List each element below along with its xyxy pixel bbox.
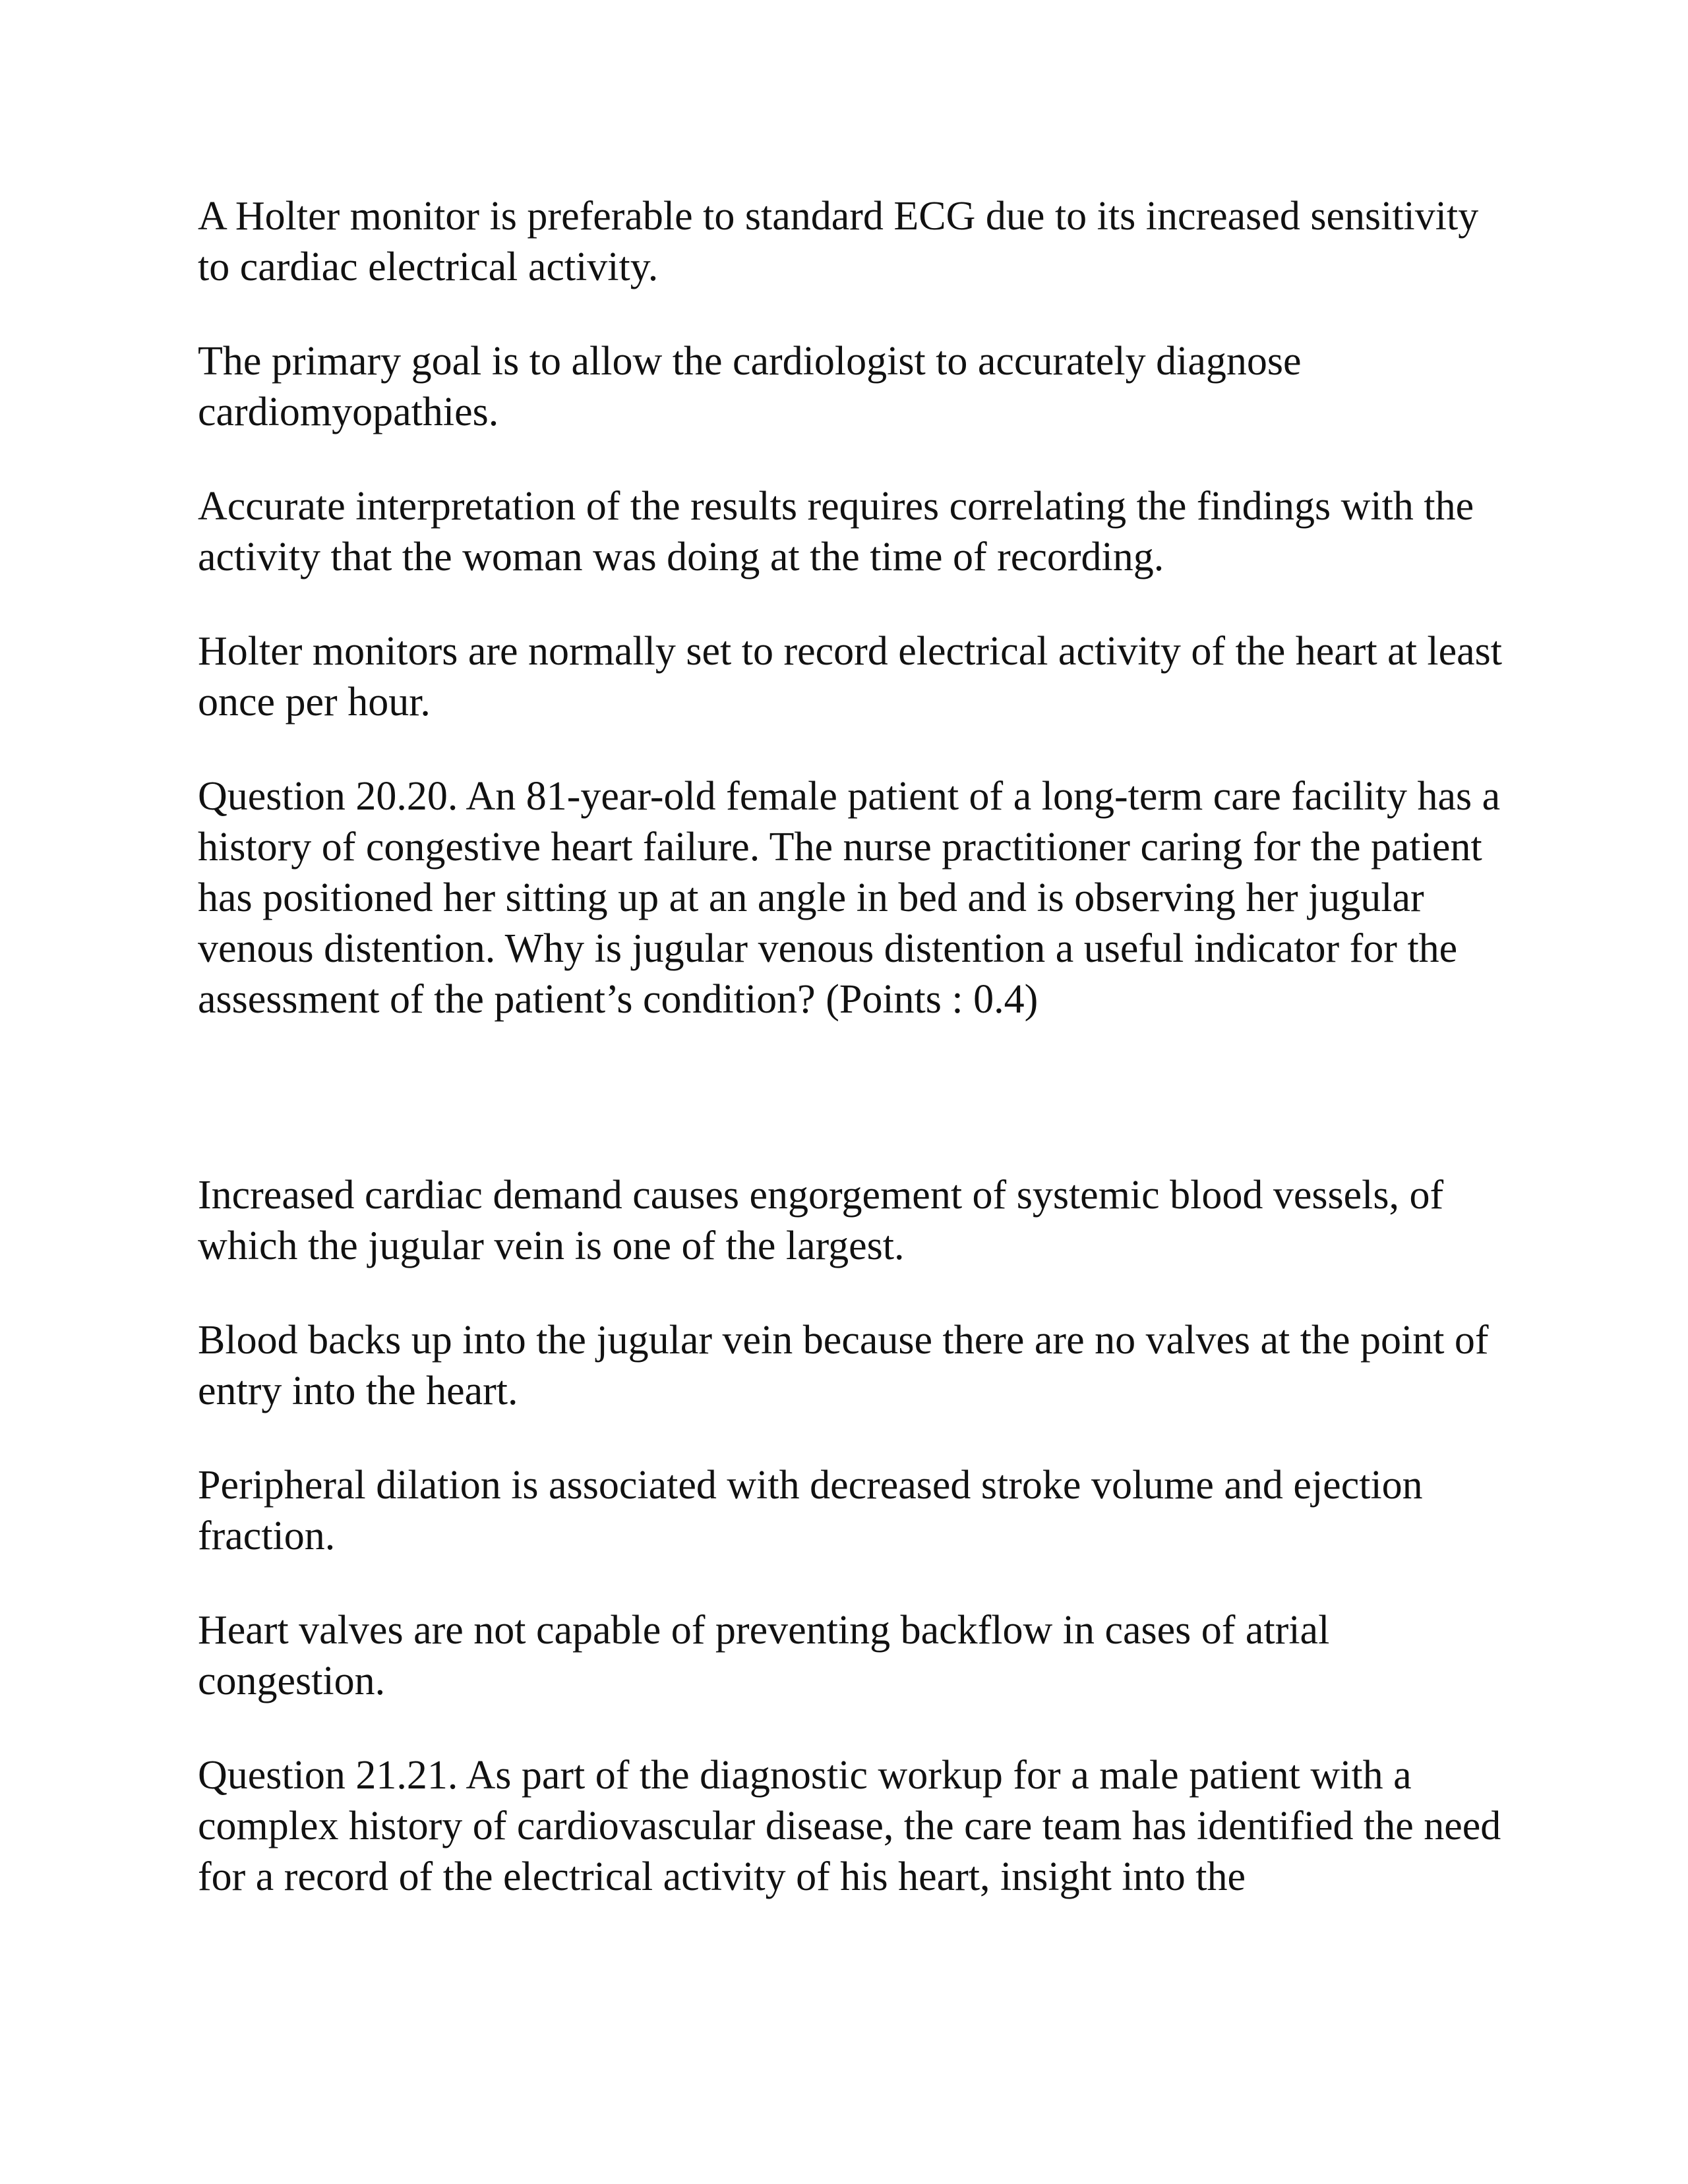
answer-option-text: A Holter monitor is preferable to standard ECG due to its increased sensitivity to cardiac electrical activity. bbox=[198, 194, 1479, 289]
answer-option-text: The primary goal is to allow the cardiologist to accurately diagnose cardiomyopathies. bbox=[198, 339, 1302, 434]
answer-option-text: Holter monitors are normally set to record electrical activity of the heart at least once per hour. bbox=[198, 629, 1503, 724]
question-20-text: Question 20.20. An 81-year-old female patient of a long-term care facility has a history of congestive heart failure. The nurse practitioner caring for the patient has positioned her sitting up at an angle in bed and is observing her jugular venous distention. Why is jugular venous distention a useful indicator for the assessment of the patient’s condition? (Points : 0.4) bbox=[198, 774, 1501, 1022]
answer-option-text: Blood backs up into the jugular vein because there are no valves at the point of entry into the heart. bbox=[198, 1318, 1489, 1413]
answer-option-text: Accurate interpretation of the results requires correlating the findings with the activity that the woman was doing at the time of recording. bbox=[198, 484, 1474, 579]
answer-option-text: Peripheral dilation is associated with decreased stroke volume and ejection fraction. bbox=[198, 1463, 1423, 1558]
answer-option-text: Increased cardiac demand causes engorgement of systemic blood vessels, of which the jugular vein is one of the largest. bbox=[198, 1173, 1444, 1268]
document-body bbox=[198, 191, 1517, 1946]
question-21-text: Question 21.21. As part of the diagnostic workup for a male patient with a complex history of cardiovascular disease, the care team has identified the need for a record of the electrical activity of his heart, insight into the bbox=[198, 1753, 1501, 1899]
answer-option-text: Heart valves are not capable of preventing backflow in cases of atrial congestion. bbox=[198, 1608, 1330, 1703]
